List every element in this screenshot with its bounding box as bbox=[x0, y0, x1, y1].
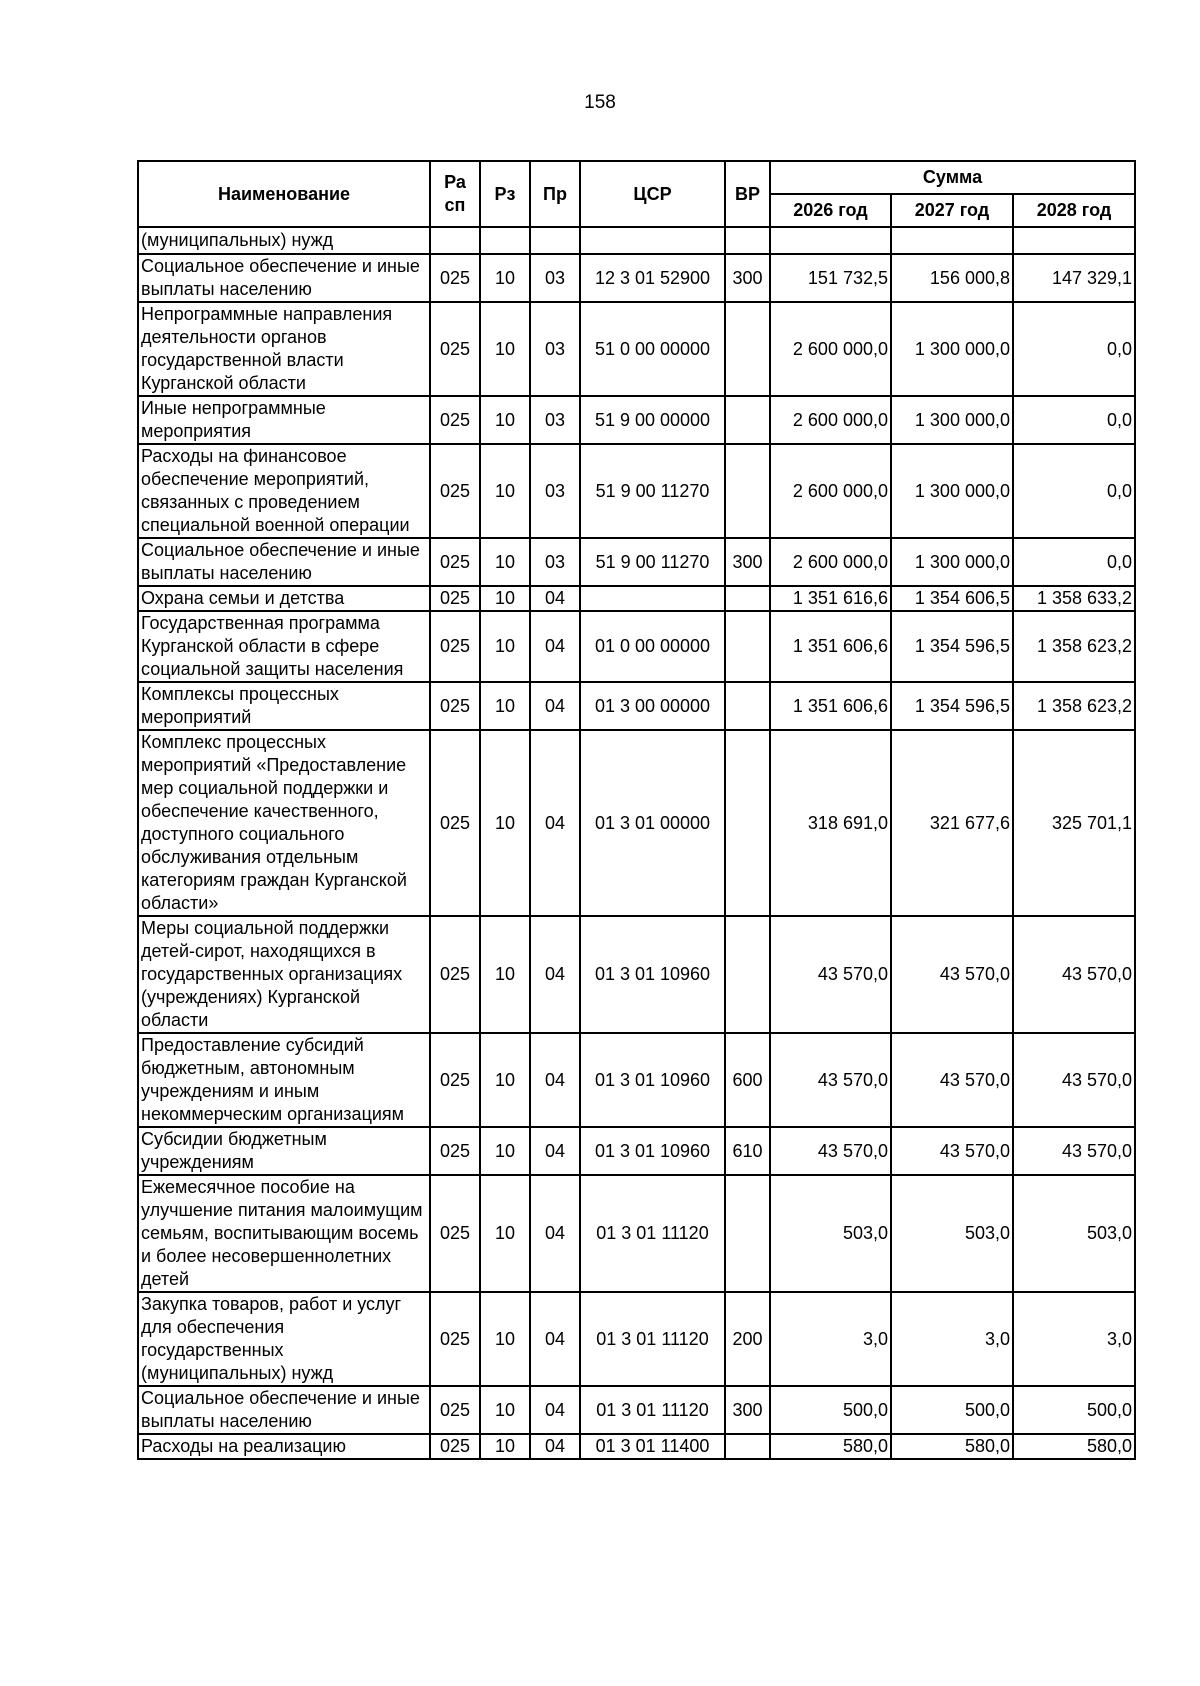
cell-pr: 04 bbox=[530, 1175, 580, 1292]
cell-amount-2026: 43 570,0 bbox=[770, 1127, 891, 1175]
cell-rasp: 025 bbox=[430, 1175, 480, 1292]
cell-amount-2028: 0,0 bbox=[1013, 396, 1135, 444]
table-row bbox=[138, 1127, 1135, 1175]
cell-csr: 01 3 01 10960 bbox=[580, 1033, 725, 1127]
cell-pr: 04 bbox=[530, 1127, 580, 1175]
cell-name: Закупка товаров, работ и услуг для обеспечения государственных (муниципальных) нужд bbox=[138, 1292, 430, 1386]
cell-rz bbox=[480, 227, 530, 254]
cell-rz: 10 bbox=[480, 396, 530, 444]
table-row bbox=[138, 682, 1135, 730]
cell-pr: 04 bbox=[530, 1033, 580, 1127]
cell-csr: 51 0 00 00000 bbox=[580, 302, 725, 396]
cell-amount-2027: 580,0 bbox=[891, 1434, 1013, 1459]
cell-pr: 03 bbox=[530, 302, 580, 396]
cell-amount-2028: 0,0 bbox=[1013, 444, 1135, 538]
table-row bbox=[138, 916, 1135, 1033]
cell-rz: 10 bbox=[480, 444, 530, 538]
cell-pr: 04 bbox=[530, 682, 580, 730]
table-row bbox=[138, 611, 1135, 682]
cell-amount-2026: 2 600 000,0 bbox=[770, 396, 891, 444]
cell-vr bbox=[725, 586, 770, 611]
cell-amount-2026: 503,0 bbox=[770, 1175, 891, 1292]
cell-amount-2026: 1 351 606,6 bbox=[770, 611, 891, 682]
cell-csr bbox=[580, 586, 725, 611]
cell-rz: 10 bbox=[480, 1175, 530, 1292]
cell-amount-2028: 43 570,0 bbox=[1013, 1033, 1135, 1127]
cell-rz: 10 bbox=[480, 1386, 530, 1434]
cell-amount-2028: 503,0 bbox=[1013, 1175, 1135, 1292]
cell-amount-2027: 500,0 bbox=[891, 1386, 1013, 1434]
cell-name: Расходы на финансовое обеспечение мероприятий, связанных с проведением специальной военной операции bbox=[138, 444, 430, 538]
cell-name: Охрана семьи и детства bbox=[138, 586, 430, 611]
cell-amount-2028: 1 358 623,2 bbox=[1013, 682, 1135, 730]
cell-csr: 51 9 00 11270 bbox=[580, 538, 725, 586]
cell-name: Меры социальной поддержки детей-сирот, находящихся в государственных организациях (учреждениях) Курганской области bbox=[138, 916, 430, 1033]
cell-amount-2026: 43 570,0 bbox=[770, 1033, 891, 1127]
cell-amount-2026: 318 691,0 bbox=[770, 730, 891, 916]
cell-amount-2028: 147 329,1 bbox=[1013, 254, 1135, 302]
cell-rasp: 025 bbox=[430, 1127, 480, 1175]
header-vr: ВР bbox=[725, 161, 770, 227]
cell-vr bbox=[725, 611, 770, 682]
cell-name: Социальное обеспечение и иные выплаты населению bbox=[138, 1386, 430, 1434]
cell-amount-2028: 43 570,0 bbox=[1013, 1127, 1135, 1175]
cell-vr bbox=[725, 227, 770, 254]
cell-amount-2027: 1 354 606,5 bbox=[891, 586, 1013, 611]
header-rasp: Ра сп bbox=[430, 161, 480, 227]
cell-vr: 300 bbox=[725, 254, 770, 302]
cell-amount-2028: 580,0 bbox=[1013, 1434, 1135, 1459]
cell-amount-2027: 1 300 000,0 bbox=[891, 302, 1013, 396]
cell-vr bbox=[725, 916, 770, 1033]
cell-name: Непрограммные направления деятельности органов государственной власти Курганской области bbox=[138, 302, 430, 396]
cell-vr bbox=[725, 1434, 770, 1459]
cell-amount-2026: 1 351 606,6 bbox=[770, 682, 891, 730]
cell-vr: 300 bbox=[725, 1386, 770, 1434]
cell-pr: 03 bbox=[530, 444, 580, 538]
cell-rz: 10 bbox=[480, 302, 530, 396]
cell-name: Иные непрограммные мероприятия bbox=[138, 396, 430, 444]
cell-rz: 10 bbox=[480, 916, 530, 1033]
table-row bbox=[138, 302, 1135, 396]
cell-pr: 04 bbox=[530, 586, 580, 611]
cell-csr: 01 3 01 11120 bbox=[580, 1175, 725, 1292]
cell-rasp: 025 bbox=[430, 682, 480, 730]
cell-rasp: 025 bbox=[430, 1434, 480, 1459]
cell-name: Социальное обеспечение и иные выплаты населению bbox=[138, 254, 430, 302]
cell-csr: 01 0 00 00000 bbox=[580, 611, 725, 682]
cell-csr bbox=[580, 227, 725, 254]
cell-amount-2028: 500,0 bbox=[1013, 1386, 1135, 1434]
cell-amount-2027: 1 300 000,0 bbox=[891, 396, 1013, 444]
cell-rz: 10 bbox=[480, 538, 530, 586]
header-csr: ЦСР bbox=[580, 161, 725, 227]
cell-amount-2027: 503,0 bbox=[891, 1175, 1013, 1292]
page-number: 158 bbox=[584, 92, 616, 113]
cell-amount-2027: 43 570,0 bbox=[891, 916, 1013, 1033]
cell-pr: 03 bbox=[530, 254, 580, 302]
cell-amount-2026: 580,0 bbox=[770, 1434, 891, 1459]
cell-amount-2027: 1 354 596,5 bbox=[891, 682, 1013, 730]
cell-csr: 51 9 00 00000 bbox=[580, 396, 725, 444]
table-row bbox=[138, 444, 1135, 538]
cell-amount-2026: 3,0 bbox=[770, 1292, 891, 1386]
cell-vr bbox=[725, 682, 770, 730]
cell-rz: 10 bbox=[480, 611, 530, 682]
cell-rasp: 025 bbox=[430, 1386, 480, 1434]
table-row bbox=[138, 396, 1135, 444]
cell-vr bbox=[725, 730, 770, 916]
cell-rasp: 025 bbox=[430, 396, 480, 444]
cell-amount-2026: 500,0 bbox=[770, 1386, 891, 1434]
cell-pr: 04 bbox=[530, 730, 580, 916]
header-year-2027: 2027 год bbox=[891, 194, 1013, 227]
table-row bbox=[138, 1434, 1135, 1459]
cell-amount-2028: 43 570,0 bbox=[1013, 916, 1135, 1033]
cell-name: Расходы на реализацию bbox=[138, 1434, 430, 1459]
cell-amount-2027: 43 570,0 bbox=[891, 1127, 1013, 1175]
cell-vr bbox=[725, 444, 770, 538]
cell-amount-2027: 3,0 bbox=[891, 1292, 1013, 1386]
cell-amount-2027: 321 677,6 bbox=[891, 730, 1013, 916]
cell-csr: 12 3 01 52900 bbox=[580, 254, 725, 302]
cell-csr: 01 3 01 11120 bbox=[580, 1386, 725, 1434]
budget-table-wrapper bbox=[137, 160, 1136, 1460]
cell-rasp: 025 bbox=[430, 730, 480, 916]
cell-name: Ежемесячное пособие на улучшение питания малоимущим семьям, воспитывающим восемь и более несовершеннолетних детей bbox=[138, 1175, 430, 1292]
cell-amount-2028: 0,0 bbox=[1013, 538, 1135, 586]
cell-amount-2027: 43 570,0 bbox=[891, 1033, 1013, 1127]
cell-pr: 03 bbox=[530, 396, 580, 444]
cell-csr: 01 3 01 11120 bbox=[580, 1292, 725, 1386]
cell-vr: 200 bbox=[725, 1292, 770, 1386]
cell-amount-2027: 1 300 000,0 bbox=[891, 444, 1013, 538]
cell-rasp: 025 bbox=[430, 444, 480, 538]
cell-vr bbox=[725, 302, 770, 396]
cell-vr bbox=[725, 1175, 770, 1292]
cell-csr: 01 3 01 00000 bbox=[580, 730, 725, 916]
cell-amount-2026: 2 600 000,0 bbox=[770, 444, 891, 538]
cell-amount-2027: 1 300 000,0 bbox=[891, 538, 1013, 586]
cell-rasp: 025 bbox=[430, 254, 480, 302]
cell-pr: 04 bbox=[530, 1434, 580, 1459]
cell-rasp: 025 bbox=[430, 1292, 480, 1386]
cell-name: Государственная программа Курганской области в сфере социальной защиты населения bbox=[138, 611, 430, 682]
header-row-1 bbox=[138, 161, 1135, 194]
table-row bbox=[138, 1292, 1135, 1386]
cell-name: Социальное обеспечение и иные выплаты населению bbox=[138, 538, 430, 586]
cell-rasp: 025 bbox=[430, 1033, 480, 1127]
cell-name: Субсидии бюджетным учреждениям bbox=[138, 1127, 430, 1175]
cell-pr: 04 bbox=[530, 1292, 580, 1386]
cell-amount-2026 bbox=[770, 227, 891, 254]
cell-csr: 01 3 01 11400 bbox=[580, 1434, 725, 1459]
cell-rasp: 025 bbox=[430, 538, 480, 586]
cell-csr: 01 3 01 10960 bbox=[580, 916, 725, 1033]
cell-rz: 10 bbox=[480, 682, 530, 730]
table-row bbox=[138, 254, 1135, 302]
cell-rasp: 025 bbox=[430, 586, 480, 611]
cell-amount-2027 bbox=[891, 227, 1013, 254]
cell-name: Комплексы процессных мероприятий bbox=[138, 682, 430, 730]
cell-amount-2026: 2 600 000,0 bbox=[770, 302, 891, 396]
header-name: Наименование bbox=[138, 161, 430, 227]
cell-vr bbox=[725, 396, 770, 444]
table-row bbox=[138, 730, 1135, 916]
table-body bbox=[138, 227, 1135, 1459]
cell-pr: 04 bbox=[530, 1386, 580, 1434]
budget-table bbox=[137, 160, 1136, 1460]
cell-csr: 51 9 00 11270 bbox=[580, 444, 725, 538]
cell-name: Комплекс процессных мероприятий «Предоставление мер социальной поддержки и обеспечение качественного, доступного социального обслуживания отдельным категориям граждан Курганской области» bbox=[138, 730, 430, 916]
cell-pr: 03 bbox=[530, 538, 580, 586]
cell-csr: 01 3 01 10960 bbox=[580, 1127, 725, 1175]
cell-amount-2027: 156 000,8 bbox=[891, 254, 1013, 302]
table-row bbox=[138, 1033, 1135, 1127]
table-row bbox=[138, 538, 1135, 586]
cell-amount-2028: 1 358 623,2 bbox=[1013, 611, 1135, 682]
cell-amount-2028 bbox=[1013, 227, 1135, 254]
cell-vr: 300 bbox=[725, 538, 770, 586]
cell-amount-2028: 0,0 bbox=[1013, 302, 1135, 396]
cell-amount-2028: 325 701,1 bbox=[1013, 730, 1135, 916]
cell-amount-2027: 1 354 596,5 bbox=[891, 611, 1013, 682]
cell-pr: 04 bbox=[530, 611, 580, 682]
cell-rasp bbox=[430, 227, 480, 254]
cell-rasp: 025 bbox=[430, 611, 480, 682]
cell-rz: 10 bbox=[480, 730, 530, 916]
header-pr: Пр bbox=[530, 161, 580, 227]
cell-amount-2026: 151 732,5 bbox=[770, 254, 891, 302]
header-sum: Сумма bbox=[770, 161, 1135, 194]
table-row bbox=[138, 1386, 1135, 1434]
table-row bbox=[138, 586, 1135, 611]
cell-rz: 10 bbox=[480, 1127, 530, 1175]
cell-pr bbox=[530, 227, 580, 254]
cell-rasp: 025 bbox=[430, 302, 480, 396]
cell-vr: 600 bbox=[725, 1033, 770, 1127]
cell-rasp: 025 bbox=[430, 916, 480, 1033]
cell-amount-2026: 2 600 000,0 bbox=[770, 538, 891, 586]
cell-amount-2026: 43 570,0 bbox=[770, 916, 891, 1033]
table-row bbox=[138, 227, 1135, 254]
cell-rz: 10 bbox=[480, 1033, 530, 1127]
header-rz: Рз bbox=[480, 161, 530, 227]
cell-amount-2028: 3,0 bbox=[1013, 1292, 1135, 1386]
cell-csr: 01 3 00 00000 bbox=[580, 682, 725, 730]
cell-amount-2026: 1 351 616,6 bbox=[770, 586, 891, 611]
cell-rz: 10 bbox=[480, 1292, 530, 1386]
cell-pr: 04 bbox=[530, 916, 580, 1033]
cell-vr: 610 bbox=[725, 1127, 770, 1175]
header-year-2028: 2028 год bbox=[1013, 194, 1135, 227]
cell-rz: 10 bbox=[480, 1434, 530, 1459]
cell-name: Предоставление субсидий бюджетным, автономным учреждениям и иным некоммерческим организациям bbox=[138, 1033, 430, 1127]
cell-amount-2028: 1 358 633,2 bbox=[1013, 586, 1135, 611]
header-year-2026: 2026 год bbox=[770, 194, 891, 227]
cell-rz: 10 bbox=[480, 586, 530, 611]
cell-name: (муниципальных) нужд bbox=[138, 227, 430, 254]
table-row bbox=[138, 1175, 1135, 1292]
cell-rz: 10 bbox=[480, 254, 530, 302]
